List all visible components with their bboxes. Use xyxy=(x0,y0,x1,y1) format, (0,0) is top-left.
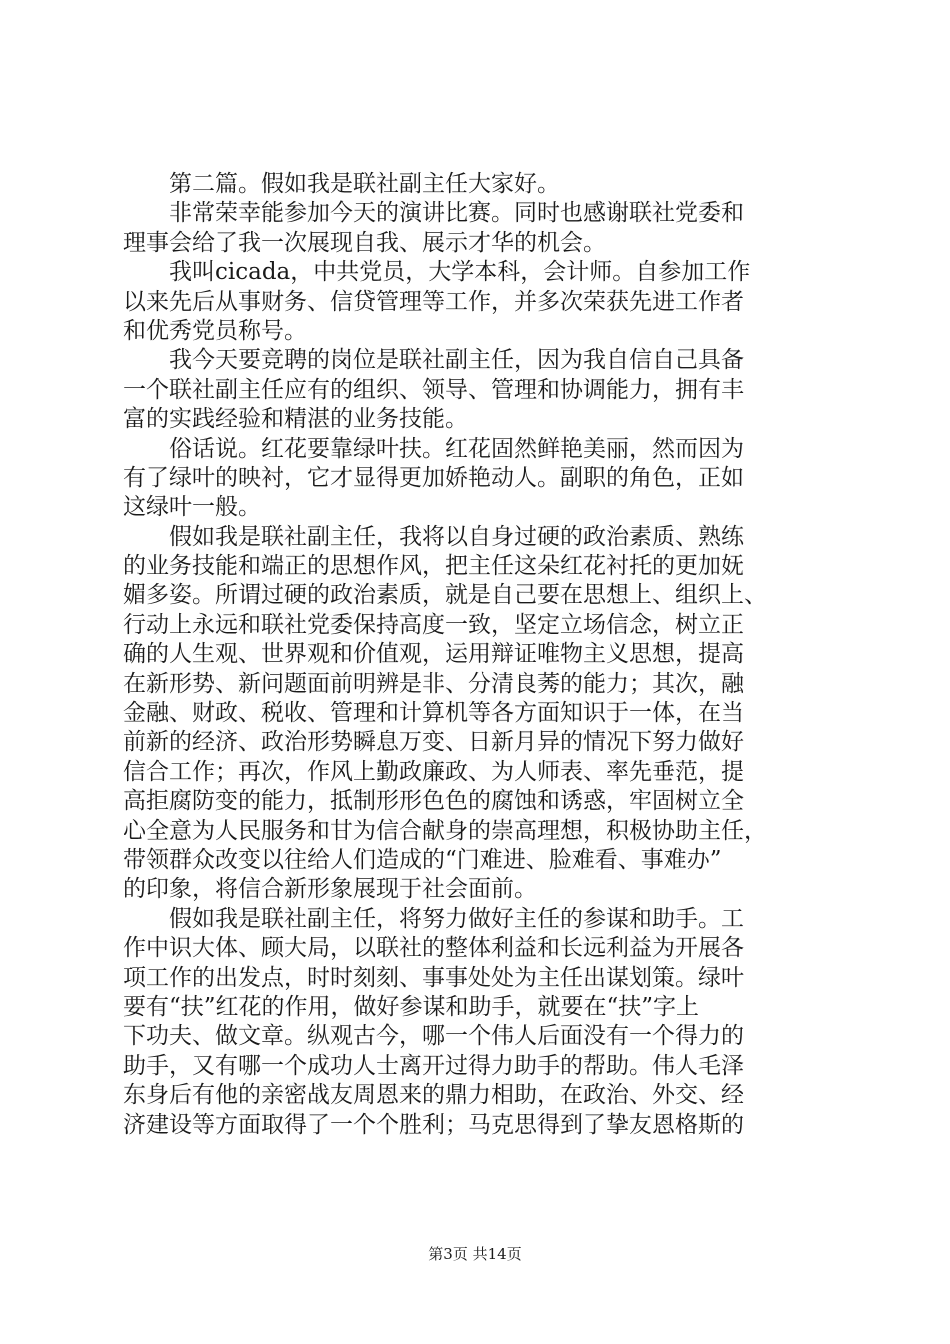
text-line: 行动上永远和联社党委保持高度一致，坚定立场信念，树立正 xyxy=(123,611,744,638)
text-line: 高拒腐防变的能力，抵制形形色色的腐蚀和诱惑，牢固树立全 xyxy=(123,788,744,815)
text-line: 前新的经济、政治形势瞬息万变、日新月异的情况下努力做好 xyxy=(123,729,744,756)
text-line: 和优秀党员称号。 xyxy=(123,317,307,344)
text-line: 富的实践经验和精湛的业务技能。 xyxy=(123,406,468,433)
text-line: 假如我是联社副主任，我将以自身过硬的政治素质、熟练 xyxy=(123,523,744,550)
text-line: 金融、财政、税收、管理和计算机等各方面知识于一体，在当 xyxy=(123,700,744,727)
text-line: 非常荣幸能参加今天的演讲比赛。同时也感谢联社党委和 xyxy=(123,200,744,227)
text-line: 理事会给了我一次展现自我、展示才华的机会。 xyxy=(123,229,606,256)
text-line: 要有“扶”红花的作用，做好参谋和助手，就要在“扶”字上 xyxy=(123,993,700,1020)
text-line: 媚多姿。所谓过硬的政治素质，就是自己要在思想上、组织上、 xyxy=(123,582,767,609)
text-line: 作中识大体、顾大局，以联社的整体利益和长远利益为开展各 xyxy=(123,935,744,962)
text-line: 东身后有他的亲密战友周恩来的鼎力相助，在政治、外交、经 xyxy=(123,1082,744,1109)
text-line: 一个联社副主任应有的组织、领导、管理和协调能力，拥有丰 xyxy=(123,376,744,403)
text-line: 下功夫、做文章。纵观古今，哪一个伟人后面没有一个得力的 xyxy=(123,1023,744,1050)
text-line: 我叫cicada，中共党员，大学本科，会计师。自参加工作 xyxy=(123,259,751,286)
text-line: 项工作的出发点，时时刻刻、事事处处为主任出谋划策。绿叶 xyxy=(123,964,744,991)
text-line: 第二篇。假如我是联社副主任大家好。 xyxy=(123,171,560,197)
page-footer: 第3页 共14页 xyxy=(428,1245,522,1263)
text-line: 有了绿叶的映衬，它才显得更加娇艳动人。副职的角色，正如 xyxy=(123,464,744,491)
text-line: 信合工作；再次，作风上勤政廉政、为人师表、率先垂范，提 xyxy=(123,758,744,785)
text-line: 济建设等方面取得了一个个胜利；马克思得到了挚友恩格斯的 xyxy=(123,1111,744,1138)
text-line: 的业务技能和端正的思想作风，把主任这朵红花衬托的更加妩 xyxy=(123,553,744,580)
text-line: 我今天要竞聘的岗位是联社副主任，因为我自信自己具备 xyxy=(123,347,744,374)
text-line: 假如我是联社副主任，将努力做好主任的参谋和助手。工 xyxy=(123,905,744,932)
text-line: 的印象，将信合新形象展现于社会面前。 xyxy=(123,876,537,903)
text-line: 俗话说。红花要靠绿叶扶。红花固然鲜艳美丽，然而因为 xyxy=(123,435,744,462)
text-line: 心全意为人民服务和甘为信合献身的崇高理想，积极协助主任， xyxy=(123,817,767,844)
text-line: 在新形势、新问题面前明辨是非、分清良莠的能力；其次，融 xyxy=(123,670,744,697)
text-line: 确的人生观、世界观和价值观，运用辩证唯物主义思想，提高 xyxy=(123,641,744,668)
text-line: 这绿叶一般。 xyxy=(123,494,261,521)
text-line: 以来先后从事财务、信贷管理等工作，并多次荣获先进工作者 xyxy=(123,288,744,315)
text-line: 带领群众改变以往给人们造成的“门难进、脸难看、事难办” xyxy=(123,846,722,873)
body-text xyxy=(123,170,833,1140)
text-line: 助手，又有哪一个成功人士离开过得力助手的帮助。伟人毛泽 xyxy=(123,1052,744,1079)
